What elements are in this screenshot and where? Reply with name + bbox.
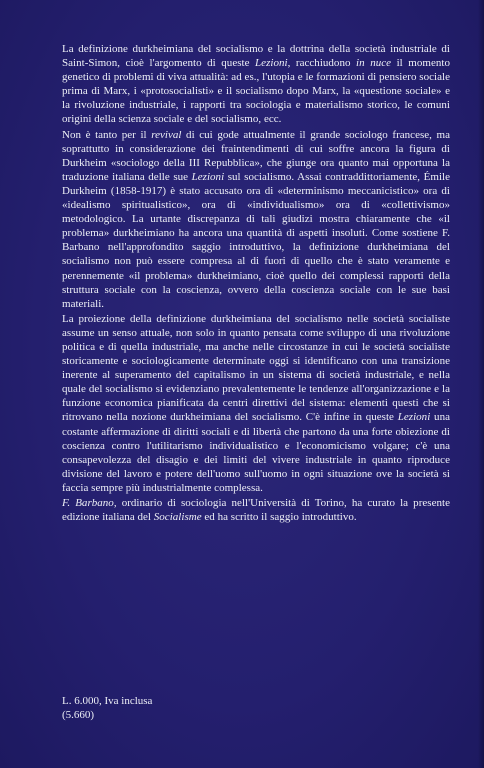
paragraph-3: La proiezione della definizione durkheimiana del socialismo nelle società socialiste assume un senso attuale, non solo in quanto pensata come sviluppo di una rivoluzione politica e di quella industriale, ma anche nelle circostanze in cui le società socialiste storicamente e sociologicamente determinate oggi si identificano con una transizione inerente al superamento del capitalismo in un sistema di società industriale, e nella quale del socialismo si evidenziano prevalentemente le tendenze all'organizzazione e la funzione economica pianificata da centri direttivi del sistema: elementi questi che si ritrovano nella nozione durkheimiana del socialismo. C'è infine in queste Lezioni una costante affermazione di diritti sociali e di libertà che partono da una forte obiezione di coscienza contro l'utilitarismo individualistico e l'economicismo volgare; c'è una consapevolezza del disagio e dei limiti del vivere industriale in quanto riproduce divisione del lavoro e potere dell'uomo sull'uomo in ogni situazione ove la società si faccia sempre più industrialmente complessa.: [62, 312, 450, 494]
paragraph-4: F. Barbano, ordinario di sociologia nell'Università di Torino, ha curato la presente edizione italiana del Socialisme ed ha scritto il saggio introduttivo.: [62, 497, 450, 524]
price-code: (5.660): [62, 709, 95, 721]
paragraph-1: La definizione durkheimiana del socialismo e la dottrina della società industriale di Saint-Simon, cioè l'argomento di queste Lezioni, racchiudono in nuce il momento genetico di problemi di viva attualità: ad es., l'utopia e le formazioni di pensiero sociale prima di Marx, i «protosocialisti» e il socialismo dopo Marx, la «questione sociale» e la rivoluzione industriale, i rapporti tra sociologia e materialismo storico, le comuni origini della scienza sociale e del socialismo, ecc.: [62, 43, 450, 126]
price-info: [62, 694, 152, 722]
paragraph-2: Non è tanto per il revival di cui gode attualmente il grande sociologo francese, ma soprattutto in considerazione dei fraintendimenti di cui soffre ancora la figura di Durkheim «sociologo della III Repubblica», che giunge ora quanto mai opportuna la traduzione italiana delle sue Lezioni sul socialismo. Assai contraddittoriamente, Émile Durkheim (1858-1917) è stato accusato ora di «determinismo meccanicistico» ora di «idealismo spiritualistico», ora di «individualismo» ora di «collettivismo» metodologico. La urtante discrepanza di tali giudizi mostra chiaramente che «il problema» durkheimiano ha ancora una quantità di aspetti insoluti. Come sostiene F. Barbano nell'approfondito saggio introduttivo, la definizione durkheimiana del socialismo non può essere compresa al di fuori di quello che è stato veramente e perennemente «il problema» durkheimiano, cioè quello dei complessi rapporti della struttura sociale con la coscienza, ovvero della coscienza sociale con le sue basi materiali.: [62, 128, 451, 310]
price-line: L. 6.000, Iva inclusa: [62, 695, 153, 707]
page-edge-shadow: [478, 0, 484, 768]
blurb-text: [62, 42, 450, 524]
